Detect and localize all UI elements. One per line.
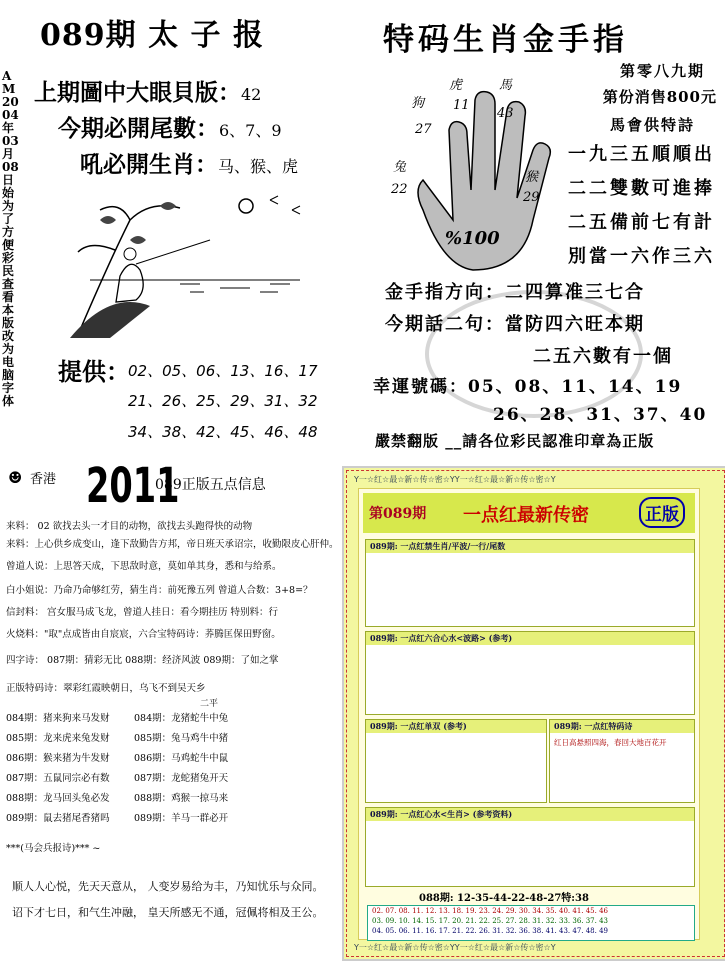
poem-line: 二五備前七有計 xyxy=(568,212,715,233)
poem-heading: 馬會供特詩 xyxy=(609,116,695,134)
zodiac-label: 吼必開生肖： xyxy=(80,151,218,178)
poem-line: 一九三五順順出 xyxy=(568,144,715,165)
right-column-row: 085期：兔马鸡牛中猪 xyxy=(134,733,229,744)
two-sentences-line-2: 二五六數有一個 xyxy=(533,346,673,367)
left-column-row: 085期：龙来虎来兔发财 xyxy=(6,733,110,744)
right-column-row: 087期：龙蛇猪兔开天 xyxy=(134,773,229,784)
hand-label-tiger: 虎 xyxy=(449,78,463,93)
section-header: 089期: 一点红心水<生肖> (参考资料) xyxy=(366,808,694,821)
issue-label: 第零八九期 xyxy=(619,62,705,80)
last-period-value: 42 xyxy=(241,85,262,104)
taizi-title: 089期 太 子 报 xyxy=(40,18,264,53)
lucky-numbers-row-2: 26、28、31、37、40 xyxy=(493,405,708,425)
grid-row: 02. 07. 08. 11. 12. 13. 18. 19. 23. 24. 29. 30. 34. 35. 40. 41. 45. 46 xyxy=(372,907,608,915)
hand-percent: %100 xyxy=(445,228,500,249)
sub-label: 二平 xyxy=(200,699,219,709)
hand-label-horse-number: 43 xyxy=(497,106,514,121)
left-column-row: 086期：猴来猪为牛发财 xyxy=(6,753,110,764)
right-column-row: 086期：马鸡蛇牛中鼠 xyxy=(134,753,229,764)
hand-label-tiger-number: 11 xyxy=(453,98,470,113)
vertical-date-note: AM2004年03月08日 始为了方便彩民查看本版改为电脑字体 xyxy=(2,69,19,408)
left-column-row: 088期：龙马回头兔必发 xyxy=(6,793,110,804)
tail-number-label: 今期必開尾數： xyxy=(58,115,219,142)
hand-label-dog: 狗 xyxy=(411,96,425,111)
poem-line: 诏下才七日，和气生冲融， 皇天所感无不通，冠佩将相及王公。 xyxy=(12,906,324,919)
info-row: 来料： 02 欲找去头一才目的动物，欲找去头跑得快的动物 xyxy=(6,521,253,532)
number-row-3: 34、38、42、45、46、48 xyxy=(128,423,318,441)
section-poem xyxy=(549,719,695,803)
info-row: 信封料： 宫女服马成飞龙，曾道人挂日：看今期挂历 特别料：行 xyxy=(6,607,279,618)
section-banned-zodiac xyxy=(365,539,695,627)
copyright-footer: 嚴禁翻版 __請各位彩民認准印章為正版 xyxy=(375,432,655,450)
info-row: 曾道人说：上思答天成，下思敌时意，莫如单其身，悉和与给系。 xyxy=(6,561,282,572)
hand-label-horse: 馬 xyxy=(499,78,513,93)
golden-finger-panel xyxy=(365,0,725,455)
golden-finger-title: 特码生肖金手指 xyxy=(383,22,628,58)
hk-label: 香港 xyxy=(30,472,57,487)
grid-row: 04. 05. 06. 11. 16. 17. 21. 22. 26. 31. 32. 36. 38. 41. 43. 47. 48. 49 xyxy=(372,927,608,935)
poem-line: 二二雙數可進捧 xyxy=(568,178,715,199)
edge-text-bottom: Y一☆红☆最☆新☆传☆密☆YY一☆红☆最☆新☆传☆密☆Y xyxy=(354,943,556,952)
person-icon: ☻ xyxy=(8,468,23,487)
number-row-1: 02、05、06、13、16、17 xyxy=(128,362,318,380)
header-banner xyxy=(363,493,695,533)
summary-line: 088期: 12-35-44-22-48-27特:38 xyxy=(419,893,589,904)
fisherman-illustration xyxy=(70,180,330,340)
tail-number-line xyxy=(58,110,282,143)
number-row-2: 21、26、25、29、31、32 xyxy=(128,392,318,410)
info-row: 四字诗： 087期：猜彩无比 088期：经济风波 089期：了如之掌 xyxy=(6,655,279,666)
two-sentences-line: 今期話二句：當防四六旺本期 xyxy=(385,314,645,335)
note-line: ***(马会兵报诗)*** ~ xyxy=(6,843,101,854)
section-zodiac-pick xyxy=(365,807,695,887)
lucky-numbers-line: 幸運號碼：05、08、11、14、19 xyxy=(373,377,683,397)
main-title: 一点红最新传密 xyxy=(463,505,589,526)
section-header: 089期: 一点红禁生肖/平波/一行/尾数 xyxy=(366,540,694,553)
yidianhong-panel xyxy=(342,466,725,961)
left-column-row: 084期：猪来狗来马发财 xyxy=(6,713,110,724)
info-row: 来料：上心供乡成变山，逢下敌勤告方邦，帝日班天承诏宗，收勤限皮心肝仲。 xyxy=(6,539,339,550)
info-row: 正版特码诗：翠彩红霞映朝日，乌飞不到吴天乡 xyxy=(6,683,206,694)
zodiac-line xyxy=(80,146,298,179)
hand-label-rabbit: 兔 xyxy=(393,160,407,175)
hk-header: 089正版五点信息 xyxy=(155,477,266,493)
genuine-badge: 正版 xyxy=(639,497,685,528)
year-label: 2011 xyxy=(86,462,180,514)
number-grid xyxy=(367,905,695,941)
section-header: 089期: 一点红单双 (参考) xyxy=(366,720,546,733)
last-period-label: 上期圖中大眼貝版： xyxy=(34,79,241,106)
last-period-line xyxy=(34,74,261,107)
zodiac-value: 马、猴、虎 xyxy=(218,157,299,176)
left-column-row: 087期：五鼠同宗必有数 xyxy=(6,773,110,784)
info-row: 白小姐说：乃命乃命够红劳，猜生肖：前死豫五列 曾道人合数：3+8=？ xyxy=(6,585,313,596)
right-column-row: 089期：羊马一群必开 xyxy=(134,813,229,824)
section-waves xyxy=(365,631,695,715)
edge-text-top: Y一☆红☆最☆新☆传☆密☆YY一☆红☆最☆新☆传☆密☆Y xyxy=(354,475,556,484)
issue-label: 第089期 xyxy=(369,506,427,522)
right-column-row: 084期：龙猪蛇牛中兔 xyxy=(134,713,229,724)
grid-row: 03. 09. 10. 14. 15. 17. 20. 21. 22. 25. 27. 28. 31. 32. 33. 36. 37. 43 xyxy=(372,917,608,925)
left-column-row: 089期：鼠去猪尾香猪吗 xyxy=(6,813,110,824)
hk-2011-panel xyxy=(0,462,340,957)
taizi-panel xyxy=(0,0,362,455)
info-row: 火烧料："取"点成皆由自宸宸，六合宝特码诗：荞腾匡保田野窗。 xyxy=(6,629,281,640)
hand-label-rabbit-number: 22 xyxy=(391,182,408,197)
provide-label: 提供： xyxy=(58,357,130,386)
inner-content xyxy=(358,488,700,940)
hand-label-monkey: 猴 xyxy=(525,170,539,185)
poem-line: 顺人人心悦，先天天意从， 人变岁易给为丰，乃知忧乐与众同。 xyxy=(12,880,324,893)
direction-line: 金手指方向：二四算准三七合 xyxy=(385,282,645,303)
poem-line: 別當一六作三六 xyxy=(568,246,715,267)
hand-label-monkey-number: 29 xyxy=(523,190,540,205)
price-label: 第份消售800元 xyxy=(602,88,717,106)
section-header: 089期: 一点红特码诗 xyxy=(550,720,694,733)
section-odd-even xyxy=(365,719,547,803)
hand-label-dog-number: 27 xyxy=(415,122,432,137)
tail-number-value: 6、7、9 xyxy=(219,121,282,140)
poem-snippet: 红日高悬照四海，春回大地百花开 xyxy=(554,738,667,747)
section-header: 089期: 一点红六合心水<波路> (参考) xyxy=(366,632,694,645)
right-column-row: 088期：鸡猴一掠马来 xyxy=(134,793,229,804)
